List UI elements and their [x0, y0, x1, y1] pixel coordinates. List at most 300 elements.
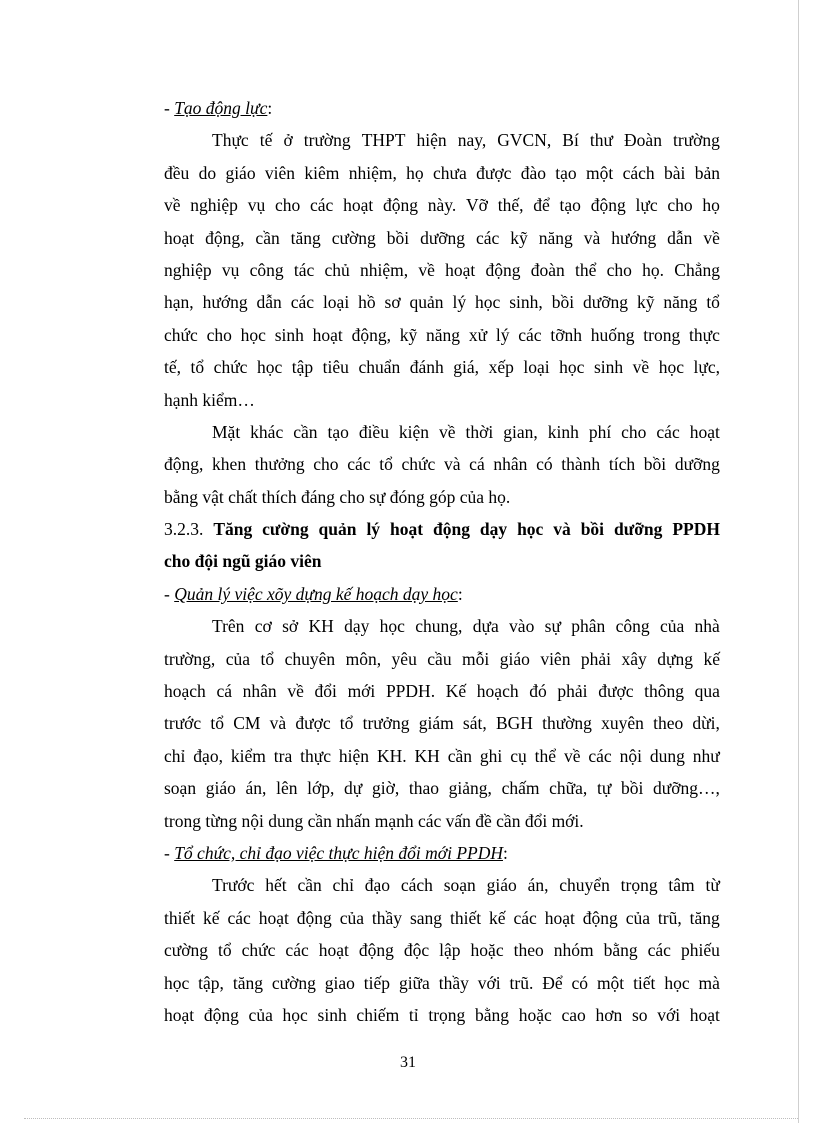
word: lên	[276, 778, 298, 799]
word: học	[517, 519, 544, 540]
word: họ.	[642, 259, 665, 280]
word: Bí	[562, 130, 579, 151]
word: cho	[313, 454, 339, 475]
word: tổ	[190, 357, 205, 378]
word: hoạch	[476, 681, 519, 702]
word: cường	[271, 972, 316, 993]
word: phân	[571, 616, 606, 637]
word: độc	[403, 940, 430, 961]
word: dựa	[472, 616, 499, 637]
word: có	[571, 972, 589, 993]
word: sở	[282, 616, 299, 637]
word: Để	[542, 972, 563, 993]
word: kiêm	[304, 162, 340, 183]
word: một	[586, 162, 614, 183]
word: trưởng	[362, 713, 410, 734]
word: cách	[622, 162, 655, 183]
word: chuẩn	[358, 357, 401, 378]
word: cá	[216, 681, 232, 702]
word: thể	[575, 259, 597, 280]
word: động	[296, 907, 332, 928]
word: tiếp	[363, 972, 391, 993]
word: dạy	[344, 616, 370, 637]
word: công	[249, 259, 284, 280]
word: hoặc	[518, 1004, 552, 1025]
word: qua	[694, 681, 720, 702]
word: dưỡng	[420, 227, 466, 248]
word: các	[285, 940, 309, 961]
word: thế,	[497, 195, 524, 216]
word: kế	[703, 648, 720, 669]
item-label: Quản lý việc xõy dựng kế hoạch dạy học	[174, 583, 458, 604]
word: mà	[698, 972, 720, 993]
word: các	[227, 907, 251, 928]
word: Trước	[212, 875, 255, 896]
word: kế	[203, 907, 220, 928]
paragraph-line	[164, 707, 720, 739]
word: sinh,	[509, 292, 543, 313]
word: tra	[273, 745, 293, 766]
word: thư	[589, 130, 613, 151]
word: sự	[544, 616, 561, 637]
word: tập	[291, 357, 314, 378]
word: sang	[409, 907, 443, 928]
word: thời	[465, 421, 494, 442]
word: lý	[452, 292, 467, 313]
word: các	[476, 227, 500, 248]
word: giờ,	[371, 778, 400, 799]
paragraph-line	[164, 157, 720, 189]
word: giảng,	[448, 778, 492, 799]
word: các	[513, 907, 537, 928]
paragraph-line: bằng vật chất thích đáng cho sự đóng góp của họ.	[164, 486, 511, 507]
word: khác	[250, 421, 284, 442]
word: KH	[308, 616, 334, 637]
word: thầy	[438, 972, 469, 993]
page-border-right	[798, 0, 799, 1123]
word: kỹ	[399, 324, 418, 345]
word: nhiệm,	[348, 162, 397, 183]
word: án,	[245, 778, 267, 799]
word: tăng	[689, 907, 720, 928]
word: họ	[702, 195, 720, 216]
word: trong	[643, 324, 681, 345]
word: tổ	[218, 940, 232, 961]
word: về	[703, 227, 720, 248]
word: xuyên	[601, 713, 644, 734]
word: môn,	[345, 648, 382, 669]
word: cần	[255, 227, 280, 248]
paragraph	[164, 124, 720, 416]
word: điều	[358, 421, 389, 442]
word: giáo	[486, 875, 517, 896]
word: dẫn	[667, 227, 693, 248]
word: dẫn	[256, 292, 282, 313]
word: cầu	[427, 648, 452, 669]
word: mỗi	[462, 648, 490, 669]
word: và	[553, 519, 571, 540]
word: cao	[561, 1004, 586, 1025]
word: cần	[293, 421, 318, 442]
word: cách	[400, 875, 433, 896]
word: dự	[344, 778, 363, 799]
word: lý	[495, 324, 510, 345]
word: và	[583, 227, 601, 248]
word: với	[657, 1004, 681, 1025]
word: cho	[667, 195, 693, 216]
word: gian,	[503, 421, 538, 442]
word: loại	[523, 357, 550, 378]
word: KH	[414, 745, 440, 766]
word: Tăng	[213, 519, 253, 540]
word: chấm	[501, 778, 540, 799]
word: tiêu	[322, 357, 349, 378]
word: chức	[213, 357, 248, 378]
word: thiết	[449, 907, 482, 928]
word: soạn	[164, 778, 197, 799]
word: đào	[520, 162, 546, 183]
word: hoạt	[343, 195, 374, 216]
word: tích	[608, 454, 636, 475]
word: PPDH	[672, 519, 720, 540]
word: hiện	[338, 745, 370, 766]
word: giáo	[225, 162, 256, 183]
word: Đoàn	[624, 130, 662, 151]
word: tạo	[327, 421, 349, 442]
word: tập,	[198, 972, 224, 993]
word: hoạt	[164, 1004, 195, 1025]
word: hạn,	[164, 292, 194, 313]
page-number: 31	[400, 1054, 416, 1071]
word: học	[282, 1004, 308, 1025]
word: học	[240, 324, 266, 345]
word: cá	[469, 454, 485, 475]
word: chữa,	[549, 778, 588, 799]
word: động	[485, 259, 521, 280]
word: thiết	[164, 907, 196, 928]
word: học	[256, 357, 283, 378]
word: xây	[621, 648, 647, 669]
word: hoạch	[164, 681, 206, 702]
word: PPDH.	[385, 681, 436, 702]
word: tỡnh	[550, 324, 582, 345]
word: kinh	[547, 421, 579, 442]
word: Chẳng	[674, 259, 720, 280]
word: viên	[264, 162, 296, 183]
word: tổ	[339, 713, 354, 734]
word: vụ	[221, 259, 240, 280]
word: tạo	[555, 162, 577, 183]
word: thành	[561, 454, 601, 475]
word: đạo,	[193, 745, 223, 766]
heading-line	[164, 513, 720, 545]
word: trường	[673, 130, 720, 151]
word: hoạt	[689, 421, 720, 442]
word: theo	[653, 713, 684, 734]
word: trọng	[428, 1004, 466, 1025]
word: tế,	[164, 357, 182, 378]
word: cho	[606, 259, 632, 280]
word: học	[379, 616, 405, 637]
paragraph-line	[164, 967, 720, 999]
item-label: Tạo động lực	[174, 98, 268, 118]
paragraph-line	[164, 675, 720, 707]
paragraph-line: trong từng nội dung cần nhấn mạnh các vấn đề cần đổi mới.	[164, 810, 584, 831]
word: viên	[540, 648, 571, 669]
word: dưỡng	[674, 454, 720, 475]
word: thông	[644, 681, 684, 702]
word: một	[596, 972, 625, 993]
word: ở	[283, 130, 293, 151]
word: soạn	[443, 875, 476, 896]
paragraph-line	[164, 351, 720, 383]
word: loại	[322, 292, 350, 313]
word: chỉ	[332, 875, 354, 896]
list-item: - Tạo động lực:	[164, 98, 273, 118]
paragraph	[164, 610, 720, 837]
word: lý	[366, 519, 381, 540]
word: học	[475, 292, 501, 313]
word: cho	[621, 421, 647, 442]
paragraph-line	[164, 610, 720, 642]
word: tăng	[232, 972, 263, 993]
word: tăng	[290, 227, 321, 248]
word: giao	[324, 972, 355, 993]
word: năng	[538, 227, 573, 248]
word: tế	[259, 130, 273, 151]
word: của	[225, 648, 251, 669]
word: ghi	[479, 745, 503, 766]
paragraph-line: hạnh kiểm…	[164, 389, 255, 410]
word: sinh	[593, 357, 624, 378]
word: Vỡ	[466, 195, 488, 216]
word: sát,	[462, 713, 487, 734]
paragraph-line	[164, 869, 720, 901]
word: bằng	[603, 940, 638, 961]
paragraph-line	[164, 254, 720, 286]
word: Kế	[445, 681, 467, 702]
paragraph-line	[164, 222, 720, 254]
word: quản	[409, 292, 444, 313]
word: các	[647, 940, 671, 961]
word: học	[664, 972, 690, 993]
paragraph-line	[164, 448, 720, 480]
word: tổ	[210, 713, 225, 734]
word: hoặc	[470, 940, 504, 961]
word: thầy	[371, 907, 403, 928]
word: học	[658, 357, 684, 378]
word: bồi	[386, 227, 410, 248]
word: do	[198, 162, 217, 183]
word: năng	[426, 324, 461, 345]
paragraph-line	[164, 740, 720, 772]
word: từ	[705, 875, 720, 896]
word: chức	[164, 324, 198, 345]
paragraph-line	[164, 124, 720, 156]
word: lập	[439, 940, 461, 961]
word: về	[439, 421, 456, 442]
word: khen	[212, 454, 247, 475]
word: quản	[318, 519, 357, 540]
word: thường	[542, 713, 592, 734]
word: tác	[293, 259, 315, 280]
word: của	[659, 616, 685, 637]
word: trường,	[164, 648, 216, 669]
word: được	[598, 681, 634, 702]
word: trũ.	[509, 972, 534, 993]
word: động,	[351, 324, 391, 345]
word: hướng	[611, 227, 657, 248]
word: đổi	[314, 681, 337, 702]
paragraph-line	[164, 999, 720, 1031]
word: cường	[331, 227, 376, 248]
word: dạy	[479, 519, 508, 540]
item-label: Tổ chức, chỉ đạo việc thực hiện đổi mới PPDH	[174, 842, 503, 863]
word: động	[383, 195, 418, 216]
word: BGH	[495, 713, 533, 734]
word: phiếu	[680, 940, 720, 961]
word: kỹ	[510, 227, 528, 248]
word: giữa	[398, 972, 430, 993]
word: KH.	[376, 745, 407, 766]
word: như	[692, 745, 720, 766]
word: bài	[663, 162, 686, 183]
word: về	[632, 357, 650, 378]
word: cường	[164, 940, 209, 961]
word: thực	[689, 324, 720, 345]
word: Thực	[212, 130, 249, 151]
paragraph-line	[164, 643, 720, 675]
word: yêu	[391, 648, 417, 669]
word: động	[358, 940, 394, 961]
word: nhà	[694, 616, 720, 637]
word: dựng	[657, 648, 693, 669]
word: vào	[509, 616, 535, 637]
word: bản	[694, 162, 720, 183]
word: thao	[408, 778, 439, 799]
word: về	[287, 681, 304, 702]
paragraph-line	[164, 902, 720, 934]
word: xử	[468, 324, 488, 345]
word: các	[310, 195, 334, 216]
word: hiện	[416, 130, 447, 151]
paragraph-line	[164, 189, 720, 221]
paragraph-line	[164, 416, 720, 448]
word: được	[476, 162, 512, 183]
word: bồi	[551, 292, 575, 313]
word: sinh	[317, 1004, 347, 1025]
word: động	[590, 195, 626, 216]
word: trọng	[620, 875, 658, 896]
word: dưỡng…,	[653, 778, 720, 799]
word: dung	[649, 745, 685, 766]
word: chỉ	[164, 745, 186, 766]
word: để	[533, 195, 550, 216]
word: và	[269, 713, 287, 734]
word: cho	[206, 324, 232, 345]
word: động	[433, 519, 470, 540]
word: tự	[596, 778, 612, 799]
word: kế	[489, 907, 506, 928]
word: các	[347, 454, 371, 475]
paragraph	[164, 869, 720, 1031]
word: bồi	[620, 778, 644, 799]
word: cần	[297, 875, 322, 896]
page-border-bottom	[24, 1118, 798, 1119]
word: tiết	[633, 972, 656, 993]
word: phải	[557, 681, 588, 702]
word: nhiệm,	[360, 259, 409, 280]
word: kiện	[398, 421, 430, 442]
word: đạo	[364, 875, 391, 896]
word: có	[536, 454, 553, 475]
word: động	[582, 907, 618, 928]
word: của	[339, 907, 364, 928]
word: đoàn	[530, 259, 565, 280]
word: Mặt	[212, 421, 241, 442]
word: cơ	[254, 616, 272, 637]
word: hoạt	[689, 1004, 720, 1025]
word: các	[518, 324, 542, 345]
word: nghiệp	[164, 259, 212, 280]
word: hồ	[358, 292, 376, 313]
word: 3.2.3.	[164, 519, 204, 540]
word: về	[164, 195, 181, 216]
word: mới	[347, 681, 376, 702]
word: bồi	[643, 454, 667, 475]
word: giám	[418, 713, 454, 734]
word: chuyển	[559, 875, 610, 896]
word: dưỡng	[583, 292, 629, 313]
word: đánh	[409, 357, 444, 378]
word: năng	[663, 292, 698, 313]
paragraph-line	[164, 286, 720, 318]
word: này.	[427, 195, 457, 216]
list-item: - Quản lý việc xõy dựng kế hoạch dạy học:	[164, 583, 463, 604]
word: hết	[265, 875, 287, 896]
word: trũ,	[657, 907, 682, 928]
word: phải	[580, 648, 612, 669]
word: kiểm	[230, 745, 266, 766]
word: tạo	[559, 195, 581, 216]
document-body	[164, 92, 720, 1031]
word: các	[656, 421, 680, 442]
word: trước	[164, 713, 202, 734]
word: cho	[274, 195, 301, 216]
word: án,	[527, 875, 549, 896]
word: phí	[588, 421, 612, 442]
word: nay,	[457, 130, 487, 151]
word: cụ	[510, 745, 527, 766]
word: sơ	[384, 292, 401, 313]
word: giá,	[453, 357, 480, 378]
word: tâm	[668, 875, 695, 896]
word: tổ	[260, 648, 275, 669]
word: vụ	[247, 195, 266, 216]
word: nhân	[242, 681, 277, 702]
word: chức	[241, 940, 276, 961]
word: thực	[300, 745, 332, 766]
word: đó	[529, 681, 547, 702]
word: chức	[401, 454, 436, 475]
heading-line: cho đội ngũ giáo viên	[164, 551, 322, 572]
word: Trên	[212, 616, 245, 637]
word: hoạt	[258, 907, 289, 928]
word: với	[477, 972, 501, 993]
word: chủ	[324, 259, 350, 280]
word: họ	[406, 162, 424, 183]
word: kỹ	[636, 292, 655, 313]
